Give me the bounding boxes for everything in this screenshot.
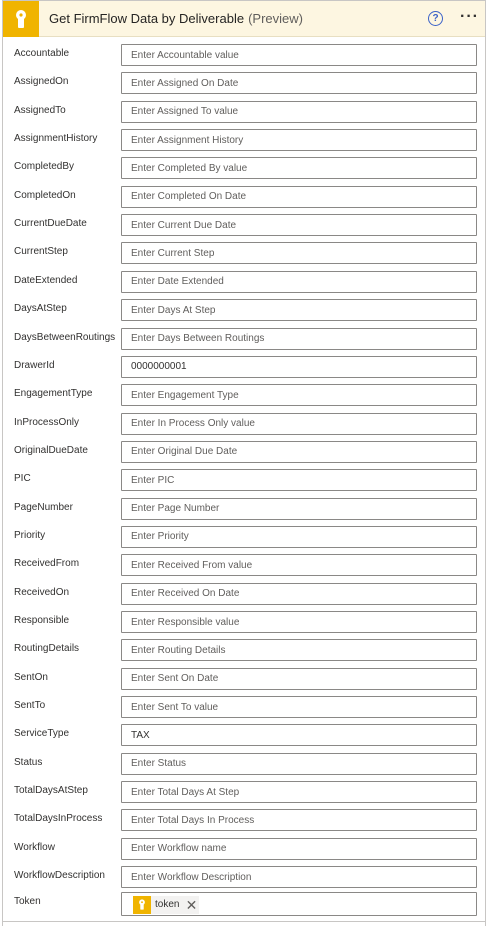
field-input-original-due-date[interactable] — [121, 441, 477, 463]
field-input-engagement-type[interactable] — [121, 384, 477, 406]
ellipsis-icon[interactable]: ··· — [460, 8, 479, 25]
question-circle-icon[interactable]: ? — [428, 11, 443, 26]
field-input-days-between-routings[interactable] — [121, 328, 477, 350]
field-row-page-number — [3, 498, 485, 526]
field-input-in-process-only[interactable] — [121, 413, 477, 435]
field-label-assigned-on: AssignedOn — [14, 76, 69, 88]
field-input-current-due-date[interactable] — [121, 214, 477, 236]
field-row-current-due-date — [3, 214, 485, 242]
field-input-sent-on[interactable] — [121, 668, 477, 690]
field-label-service-type: ServiceType — [14, 728, 70, 740]
field-row-routing-details — [3, 639, 485, 667]
field-row-service-type — [3, 724, 485, 752]
field-row-priority — [3, 526, 485, 554]
field-label-assigned-to: AssignedTo — [14, 104, 66, 116]
field-input-received-on[interactable] — [121, 583, 477, 605]
field-input-sent-to[interactable] — [121, 696, 477, 718]
field-input-status[interactable] — [121, 753, 477, 775]
field-label-pic: PIC — [14, 473, 31, 485]
field-label-accountable: Accountable — [14, 48, 70, 59]
field-input-completed-on[interactable] — [121, 186, 477, 208]
field-label-total-days-in-process: TotalDaysInProcess — [14, 813, 103, 825]
field-row-assigned-on — [3, 72, 485, 100]
field-input-days-at-step[interactable] — [121, 299, 477, 321]
field-label-assignment-history: AssignmentHistory — [14, 133, 98, 145]
field-label-responsible: Responsible — [14, 615, 70, 626]
field-input-accountable[interactable] — [121, 44, 477, 66]
token-input[interactable] — [121, 892, 477, 916]
token-row — [3, 892, 485, 920]
field-input-priority[interactable] — [121, 526, 477, 548]
field-label-drawer-id: DrawerId — [14, 359, 55, 371]
field-input-routing-details[interactable] — [121, 639, 477, 661]
field-input-current-step[interactable] — [121, 242, 477, 264]
field-row-status — [3, 753, 485, 781]
field-label-current-due-date: CurrentDueDate — [14, 218, 87, 230]
action-header[interactable] — [3, 1, 485, 37]
field-input-service-type[interactable] — [121, 724, 477, 746]
field-row-received-on — [3, 583, 485, 611]
field-label-sent-on: SentOn — [14, 671, 48, 683]
field-label-status: Status — [14, 756, 43, 768]
token-chip-label: token — [155, 899, 180, 910]
token-chip[interactable] — [133, 896, 199, 914]
field-label-completed-on: CompletedOn — [14, 189, 76, 201]
field-input-received-from[interactable] — [121, 554, 477, 576]
field-row-completed-by — [3, 157, 485, 185]
field-label-workflow-description: WorkflowDescription — [14, 870, 105, 882]
field-row-total-days-at-step — [3, 781, 485, 809]
field-label-days-at-step: DaysAtStep — [14, 303, 67, 315]
field-label-original-due-date: OriginalDueDate — [14, 444, 88, 456]
field-row-drawer-id — [3, 356, 485, 384]
field-row-engagement-type — [3, 384, 485, 412]
field-row-workflow — [3, 838, 485, 866]
field-label-routing-details: RoutingDetails — [14, 643, 80, 655]
field-input-workflow-description[interactable] — [121, 866, 477, 888]
field-row-pic — [3, 469, 485, 497]
field-row-responsible — [3, 611, 485, 639]
field-row-in-process-only — [3, 413, 485, 441]
field-input-total-days-at-step[interactable] — [121, 781, 477, 803]
field-row-current-step — [3, 242, 485, 270]
field-label-priority: Priority — [14, 529, 46, 541]
field-label-sent-to: SentTo — [14, 700, 46, 712]
field-row-assignment-history — [3, 129, 485, 157]
field-row-assigned-to — [3, 101, 485, 129]
action-title — [49, 11, 303, 26]
field-input-date-extended[interactable] — [121, 271, 477, 293]
field-input-assignment-history[interactable] — [121, 129, 477, 151]
field-row-completed-on — [3, 186, 485, 214]
field-label-received-on: ReceivedOn — [14, 586, 70, 598]
field-label-completed-by: CompletedBy — [14, 161, 75, 173]
field-input-total-days-in-process[interactable] — [121, 809, 477, 831]
field-label-engagement-type: EngagementType — [14, 388, 93, 400]
preview-label: (Preview) — [248, 11, 303, 26]
field-row-sent-to — [3, 696, 485, 724]
field-label-received-from: ReceivedFrom — [14, 558, 80, 570]
field-label-token: Token — [14, 895, 41, 907]
field-label-workflow: Workflow — [14, 841, 55, 853]
field-label-date-extended: DateExtended — [14, 274, 78, 286]
keyhole-icon — [3, 1, 39, 37]
keyhole-icon — [133, 896, 151, 914]
field-row-original-due-date — [3, 441, 485, 469]
field-label-page-number: PageNumber — [14, 501, 73, 513]
field-row-received-from — [3, 554, 485, 582]
close-icon[interactable]: ✕ — [185, 896, 198, 913]
field-row-date-extended — [3, 271, 485, 299]
field-input-page-number[interactable] — [121, 498, 477, 520]
field-label-current-step: CurrentStep — [14, 246, 68, 258]
field-label-days-between-routings: DaysBetweenRoutings — [14, 331, 116, 343]
field-row-sent-on — [3, 668, 485, 696]
field-input-completed-by[interactable] — [121, 157, 477, 179]
field-row-days-at-step — [3, 299, 485, 327]
action-card — [2, 0, 486, 926]
field-input-responsible[interactable] — [121, 611, 477, 633]
field-input-drawer-id[interactable] — [121, 356, 477, 378]
field-row-workflow-description — [3, 866, 485, 894]
field-input-assigned-to[interactable] — [121, 101, 477, 123]
card-bottom-divider — [3, 921, 485, 922]
field-row-days-between-routings — [3, 328, 485, 356]
field-label-in-process-only: InProcessOnly — [14, 416, 80, 428]
field-row-total-days-in-process — [3, 809, 485, 837]
field-input-pic[interactable] — [121, 469, 477, 491]
field-input-assigned-on[interactable] — [121, 72, 477, 94]
action-title-text: Get FirmFlow Data by Deliverable — [49, 11, 245, 26]
field-input-workflow[interactable] — [121, 838, 477, 860]
field-row-accountable — [3, 44, 485, 72]
field-label-total-days-at-step: TotalDaysAtStep — [14, 785, 88, 797]
